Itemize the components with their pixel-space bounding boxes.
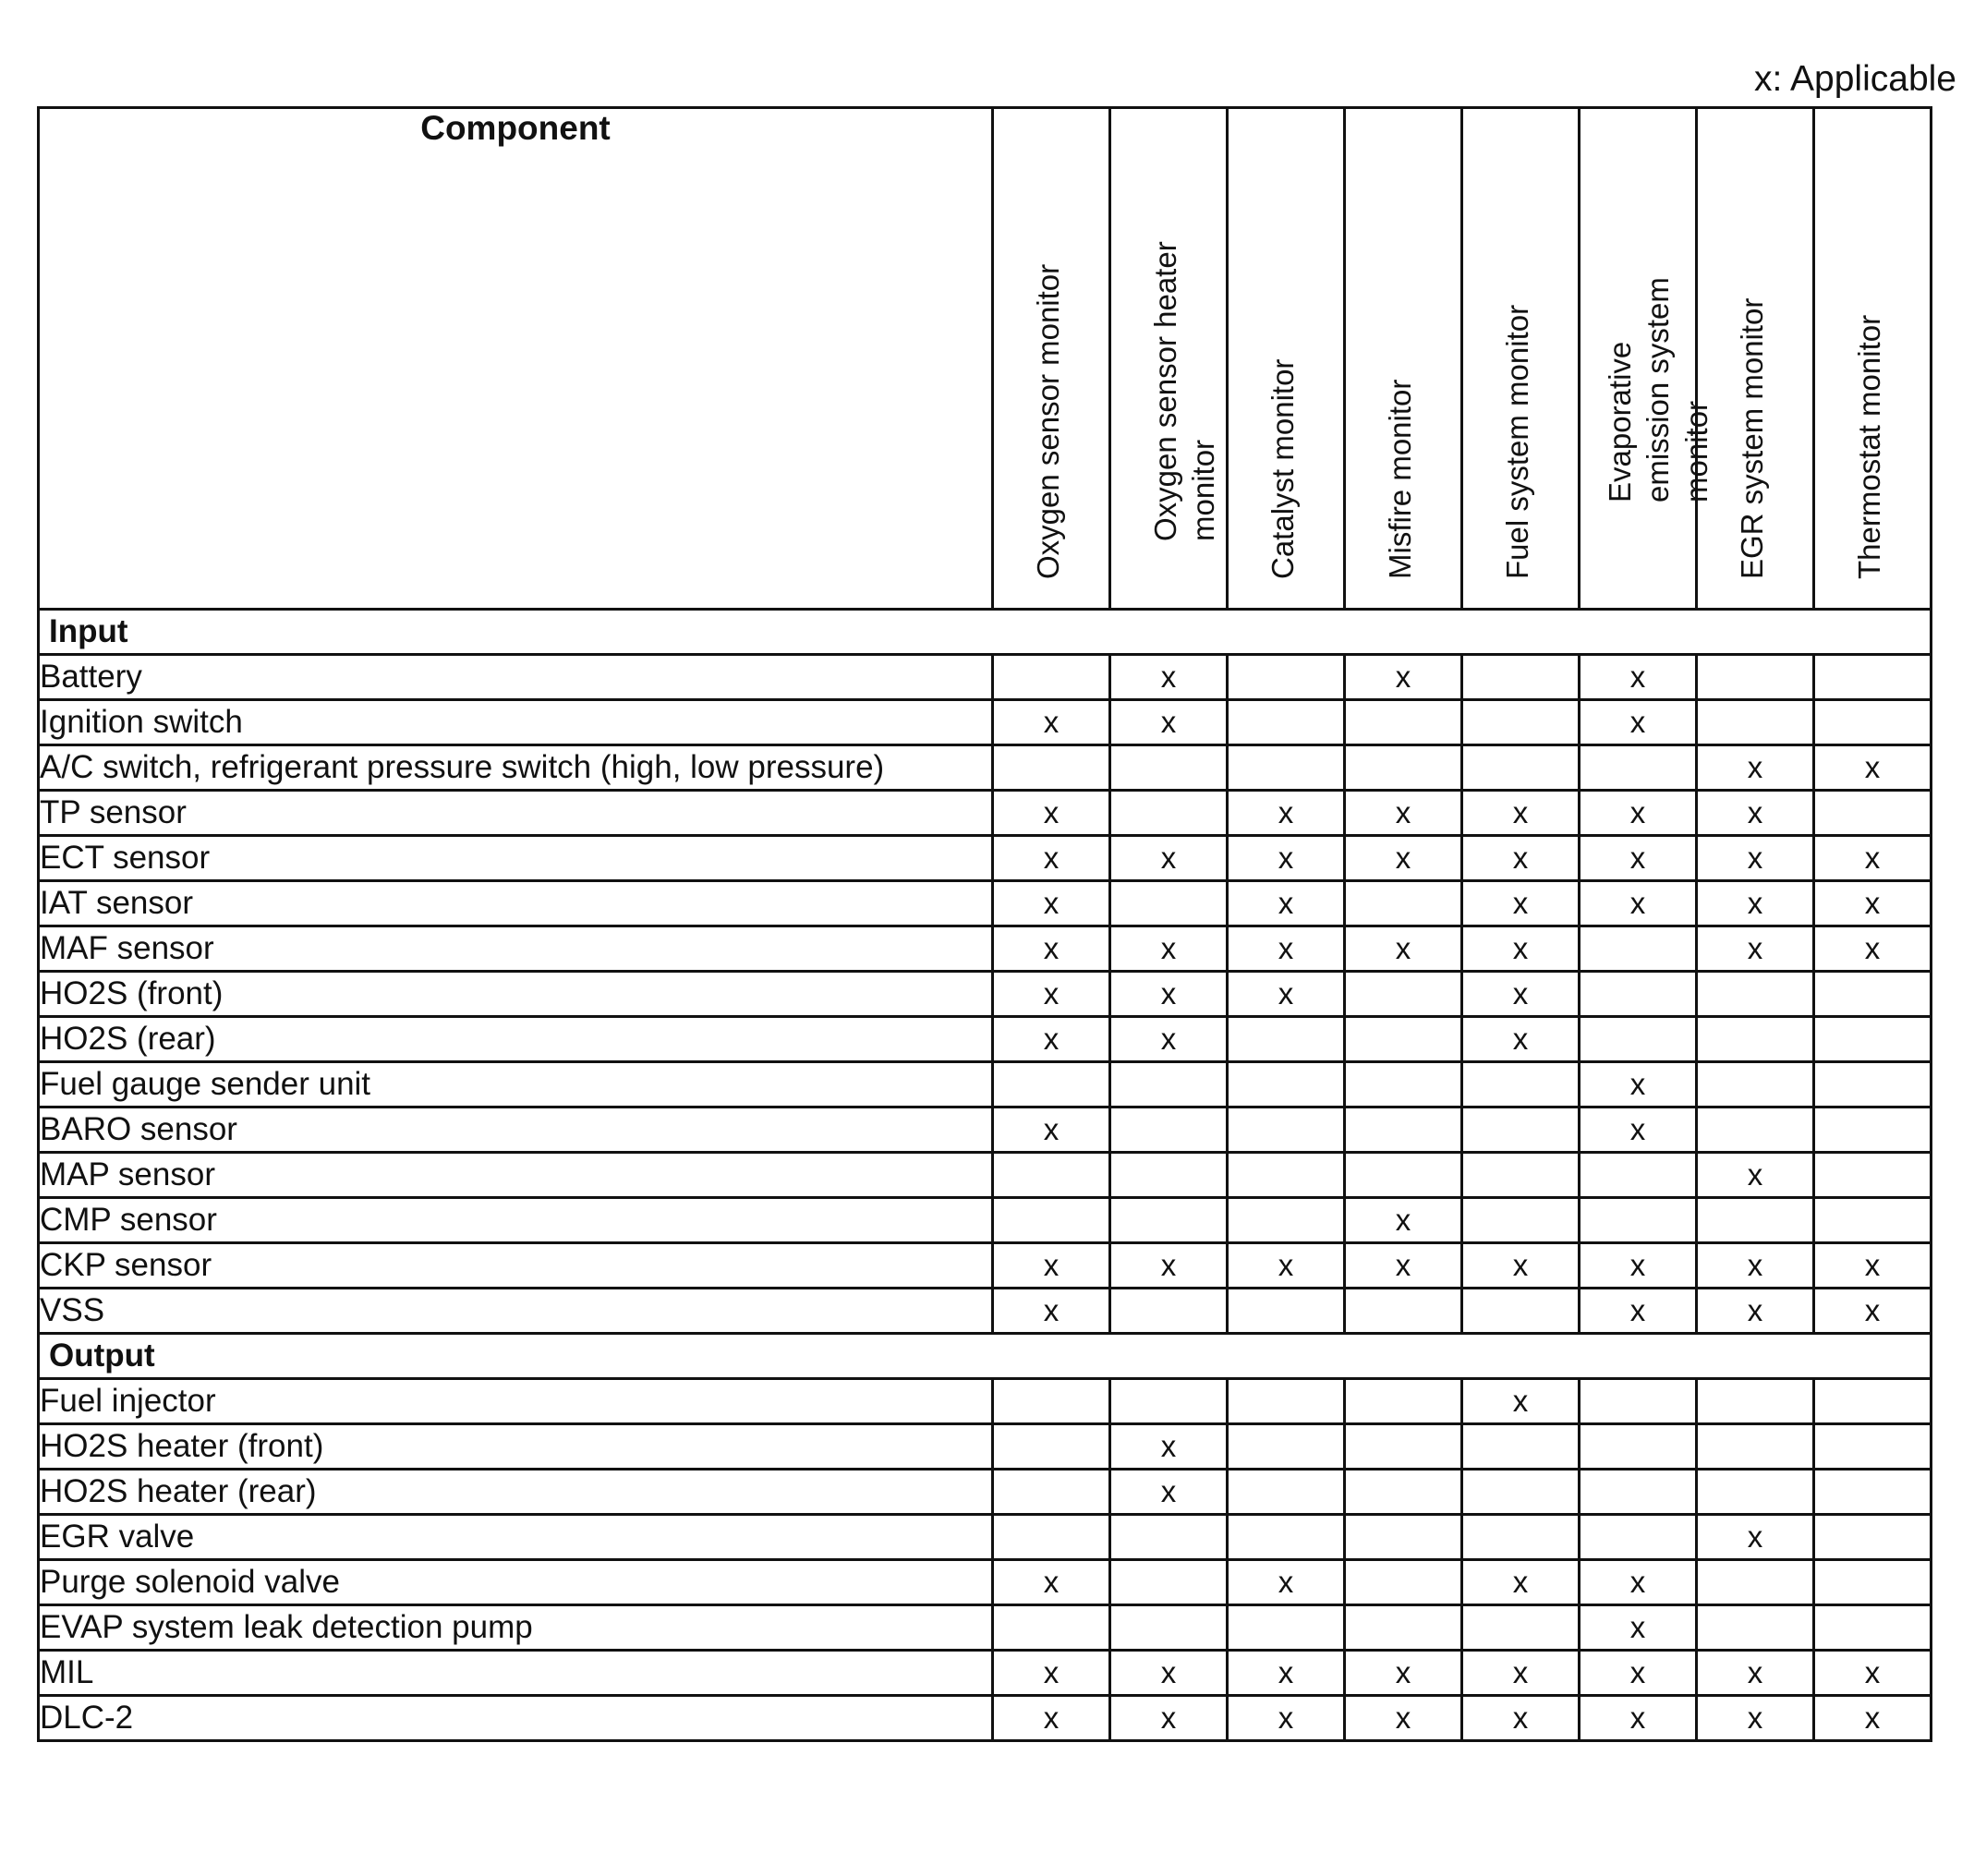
applicable-mark [1814,1515,1932,1560]
applicable-mark [1814,791,1932,836]
component-name: IAT sensor [39,881,993,926]
applicable-mark [1228,1017,1345,1062]
applicable-mark [1345,1062,1462,1107]
applicable-mark: x [1110,1424,1228,1470]
applicable-mark [1110,881,1228,926]
applicable-mark: x [993,926,1110,972]
applicable-mark: x [1228,972,1345,1017]
applicable-mark: x [993,1651,1110,1696]
component-name: DLC-2 [39,1696,993,1741]
applicable-mark: x [1580,1560,1697,1605]
applicable-mark [1814,1379,1932,1424]
applicable-mark: x [1462,972,1580,1017]
applicable-mark [1697,1017,1814,1062]
component-name: TP sensor [39,791,993,836]
applicable-mark: x [1462,1696,1580,1741]
table-row [39,836,1932,881]
table-row [39,1017,1932,1062]
applicable-mark [1814,972,1932,1017]
applicable-mark [1697,1424,1814,1470]
monitor-header-label: Evaporative emission system monitor [1603,277,1714,503]
component-name: CKP sensor [39,1243,993,1289]
applicable-mark [1345,1153,1462,1198]
applicable-mark: x [1580,1605,1697,1651]
applicable-mark [1345,972,1462,1017]
applicable-mark: x [993,791,1110,836]
applicable-mark [993,1153,1110,1198]
component-name: MAF sensor [39,926,993,972]
applicable-mark [993,1424,1110,1470]
applicable-mark [1580,1379,1697,1424]
applicable-mark [1697,1560,1814,1605]
component-name: MAP sensor [39,1153,993,1198]
applicable-mark: x [1345,1198,1462,1243]
applicable-mark [993,745,1110,791]
applicable-mark [1462,1424,1580,1470]
applicable-mark [1345,1515,1462,1560]
applicable-mark [1228,1515,1345,1560]
monitor-component-table [37,106,1932,1742]
table-row [39,972,1932,1017]
component-name: HO2S heater (front) [39,1424,993,1470]
applicable-mark [1110,1605,1228,1651]
applicable-mark [1228,1198,1345,1243]
applicable-mark [1345,881,1462,926]
table-row [39,791,1932,836]
applicable-mark: x [993,881,1110,926]
component-name: Fuel injector [39,1379,993,1424]
applicable-mark: x [1345,926,1462,972]
applicable-mark: x [1462,926,1580,972]
applicable-mark: x [1462,1379,1580,1424]
applicable-mark: x [1462,881,1580,926]
applicable-mark: x [993,972,1110,1017]
table-row [39,655,1932,700]
monitor-header-label: Thermostat monitor [1852,314,1886,579]
applicable-mark [1580,745,1697,791]
applicable-mark [1462,1153,1580,1198]
applicable-mark [1462,1198,1580,1243]
component-name: HO2S heater (rear) [39,1470,993,1515]
applicable-mark: x [1462,1243,1580,1289]
table-row [39,745,1932,791]
applicable-mark [1228,1062,1345,1107]
monitor-header-label: Fuel system monitor [1500,304,1534,579]
applicable-mark [1462,700,1580,745]
applicable-mark [1697,1379,1814,1424]
applicable-mark: x [1462,1017,1580,1062]
component-name: BARO sensor [39,1107,993,1153]
applicable-mark: x [1110,1696,1228,1741]
component-name: EGR valve [39,1515,993,1560]
table-row [39,700,1932,745]
applicable-mark: x [993,836,1110,881]
applicable-mark: x [1580,1696,1697,1741]
applicable-mark: x [993,1696,1110,1741]
applicable-mark: x [993,1289,1110,1334]
applicable-mark: x [1580,836,1697,881]
applicable-mark [1110,791,1228,836]
applicable-mark: x [1110,1017,1228,1062]
applicable-mark: x [1580,1243,1697,1289]
table-row [39,1379,1932,1424]
section-row [39,1334,1932,1379]
applicable-mark [1580,926,1697,972]
table-row [39,1198,1932,1243]
table-row [39,1560,1932,1605]
applicable-mark: x [1580,700,1697,745]
applicable-mark [1462,655,1580,700]
applicable-mark: x [1228,926,1345,972]
monitor-header-label: Oxygen sensor monitor [1031,263,1065,579]
applicable-mark: x [1228,881,1345,926]
applicable-mark: x [1697,836,1814,881]
applicable-mark: x [1697,881,1814,926]
applicable-mark [1228,1379,1345,1424]
component-header: Component [39,108,993,610]
component-name: Battery [39,655,993,700]
monitor-header [1228,108,1345,610]
applicable-mark [1110,1560,1228,1605]
applicable-mark: x [1580,1289,1697,1334]
header-row [39,108,1932,610]
table-row [39,1515,1932,1560]
applicable-mark [1228,655,1345,700]
component-name: EVAP system leak detection pump [39,1605,993,1651]
applicable-mark [1814,1062,1932,1107]
applicable-mark [1814,700,1932,745]
applicable-mark [1697,1198,1814,1243]
component-name: MIL [39,1651,993,1696]
applicable-mark: x [993,1560,1110,1605]
applicable-mark: x [1110,700,1228,745]
table-body [39,610,1932,1741]
applicable-mark [1814,1198,1932,1243]
applicable-mark [1814,655,1932,700]
applicable-mark [1580,972,1697,1017]
applicable-mark: x [993,1243,1110,1289]
applicable-mark [1228,745,1345,791]
section-title: Input [39,610,1932,655]
applicable-mark [1110,1379,1228,1424]
table-row [39,1062,1932,1107]
applicable-mark: x [1697,926,1814,972]
applicable-mark: x [1110,1243,1228,1289]
applicable-mark [1110,1289,1228,1334]
applicable-mark [1814,1107,1932,1153]
applicable-mark [1110,1062,1228,1107]
applicable-mark [1228,1424,1345,1470]
applicable-mark [1580,1153,1697,1198]
applicable-mark [1228,1107,1345,1153]
applicable-mark [1228,1289,1345,1334]
monitor-header-label: Catalyst monitor [1266,358,1300,579]
applicable-mark [1110,1515,1228,1560]
applicable-mark [1580,1017,1697,1062]
applicable-mark [1110,1153,1228,1198]
applicable-mark: x [1580,791,1697,836]
applicable-mark: x [1228,1651,1345,1696]
monitor-header-label: EGR system monitor [1735,297,1769,579]
applicable-mark: x [1345,1696,1462,1741]
applicable-mark: x [1814,1651,1932,1696]
applicable-mark [1462,745,1580,791]
applicable-mark [1228,700,1345,745]
monitor-header [1110,108,1228,610]
applicable-mark [1345,1107,1462,1153]
applicable-mark: x [1110,655,1228,700]
applicable-mark: x [1814,745,1932,791]
applicable-mark: x [993,700,1110,745]
applicable-mark: x [1580,655,1697,700]
applicable-mark [1697,1107,1814,1153]
applicable-mark: x [993,1017,1110,1062]
table-row [39,881,1932,926]
applicable-mark [1814,1153,1932,1198]
table-row [39,1605,1932,1651]
applicable-mark [1110,1198,1228,1243]
section-row [39,610,1932,655]
monitor-header [1462,108,1580,610]
applicable-mark [1228,1470,1345,1515]
monitor-header [993,108,1110,610]
applicable-mark: x [1345,655,1462,700]
applicable-mark [1345,1017,1462,1062]
table-row [39,1470,1932,1515]
applicable-mark: x [1580,1651,1697,1696]
applicable-mark: x [1228,1560,1345,1605]
applicable-mark [1697,1605,1814,1651]
applicable-mark [1345,1379,1462,1424]
applicable-mark: x [1814,1696,1932,1741]
applicable-mark [1814,1470,1932,1515]
applicable-mark [1345,1289,1462,1334]
applicable-mark: x [1580,881,1697,926]
applicable-mark [1697,972,1814,1017]
table-row [39,1243,1932,1289]
applicable-mark: x [1814,926,1932,972]
applicable-mark: x [1228,836,1345,881]
applicable-mark [1697,1470,1814,1515]
applicable-mark: x [1110,972,1228,1017]
applicable-mark [1110,745,1228,791]
applicable-mark [1345,1605,1462,1651]
applicable-mark: x [1110,1651,1228,1696]
applicable-mark: x [1462,791,1580,836]
applicable-mark [993,1515,1110,1560]
applicable-mark [1228,1153,1345,1198]
applicable-mark [1580,1424,1697,1470]
applicable-mark: x [1580,1107,1697,1153]
component-name: ECT sensor [39,836,993,881]
applicable-mark: x [1345,791,1462,836]
applicable-mark [1697,700,1814,745]
component-name: VSS [39,1289,993,1334]
applicable-mark: x [1462,1651,1580,1696]
table-row [39,926,1932,972]
applicable-mark [993,1062,1110,1107]
applicable-mark: x [1697,1651,1814,1696]
applicable-mark: x [1697,791,1814,836]
applicable-mark: x [1110,836,1228,881]
applicable-mark: x [1814,881,1932,926]
applicable-mark [993,655,1110,700]
applicable-mark [1814,1017,1932,1062]
table-row [39,1696,1932,1741]
applicable-mark [1814,1605,1932,1651]
applicable-mark [1345,745,1462,791]
applicable-mark: x [1697,1515,1814,1560]
applicable-mark: x [1697,1243,1814,1289]
applicable-mark: x [1345,836,1462,881]
monitor-header-label: Misfire monitor [1383,379,1417,579]
applicable-mark [1697,655,1814,700]
applicable-mark: x [1110,1470,1228,1515]
applicable-mark [993,1470,1110,1515]
applicable-mark: x [1228,1696,1345,1741]
monitor-header-label: Oxygen sensor heater monitor [1148,240,1221,541]
applicable-mark: x [1580,1062,1697,1107]
applicable-mark [1814,1424,1932,1470]
applicable-mark [1580,1515,1697,1560]
applicable-mark [1814,1560,1932,1605]
monitor-header [1697,108,1814,610]
component-name: Purge solenoid valve [39,1560,993,1605]
component-name: Fuel gauge sender unit [39,1062,993,1107]
applicable-mark [1110,1107,1228,1153]
applicable-mark [1697,1062,1814,1107]
applicable-mark: x [1697,1153,1814,1198]
monitor-header [1814,108,1932,610]
monitor-header [1345,108,1462,610]
section-title: Output [39,1334,1932,1379]
applicable-mark: x [1345,1243,1462,1289]
applicable-mark [1462,1515,1580,1560]
applicable-mark: x [993,1107,1110,1153]
monitor-header [1580,108,1714,610]
applicable-mark: x [1814,1289,1932,1334]
applicable-mark: x [1697,745,1814,791]
applicable-mark: x [1697,1696,1814,1741]
applicable-mark [1462,1062,1580,1107]
applicable-mark [1228,1605,1345,1651]
component-name: CMP sensor [39,1198,993,1243]
applicable-mark: x [1462,836,1580,881]
applicable-mark [1580,1470,1697,1515]
component-name: A/C switch, refrigerant pressure switch (high, low pressure) [39,745,993,791]
component-name: Ignition switch [39,700,993,745]
applicable-mark [1345,1424,1462,1470]
applicable-mark [1345,1470,1462,1515]
applicable-mark: x [1345,1651,1462,1696]
applicable-mark: x [1228,1243,1345,1289]
applicable-mark: x [1814,836,1932,881]
applicable-mark [1462,1605,1580,1651]
component-name: HO2S (front) [39,972,993,1017]
table-row [39,1651,1932,1696]
table-row [39,1107,1932,1153]
applicable-mark [1580,1198,1697,1243]
applicable-mark [1462,1107,1580,1153]
applicable-mark: x [1462,1560,1580,1605]
applicable-mark [1345,700,1462,745]
table-row [39,1289,1932,1334]
applicable-mark [993,1198,1110,1243]
applicable-mark [993,1379,1110,1424]
applicable-mark [1345,1560,1462,1605]
applicable-mark: x [1814,1243,1932,1289]
applicable-mark: x [1110,926,1228,972]
table-row [39,1153,1932,1198]
applicable-legend: x: Applicable [1754,59,1956,99]
applicable-mark: x [1228,791,1345,836]
applicable-mark [1462,1289,1580,1334]
applicable-mark [1462,1470,1580,1515]
applicable-mark: x [1697,1289,1814,1334]
applicable-mark [993,1605,1110,1651]
table-row [39,1424,1932,1470]
component-name: HO2S (rear) [39,1017,993,1062]
